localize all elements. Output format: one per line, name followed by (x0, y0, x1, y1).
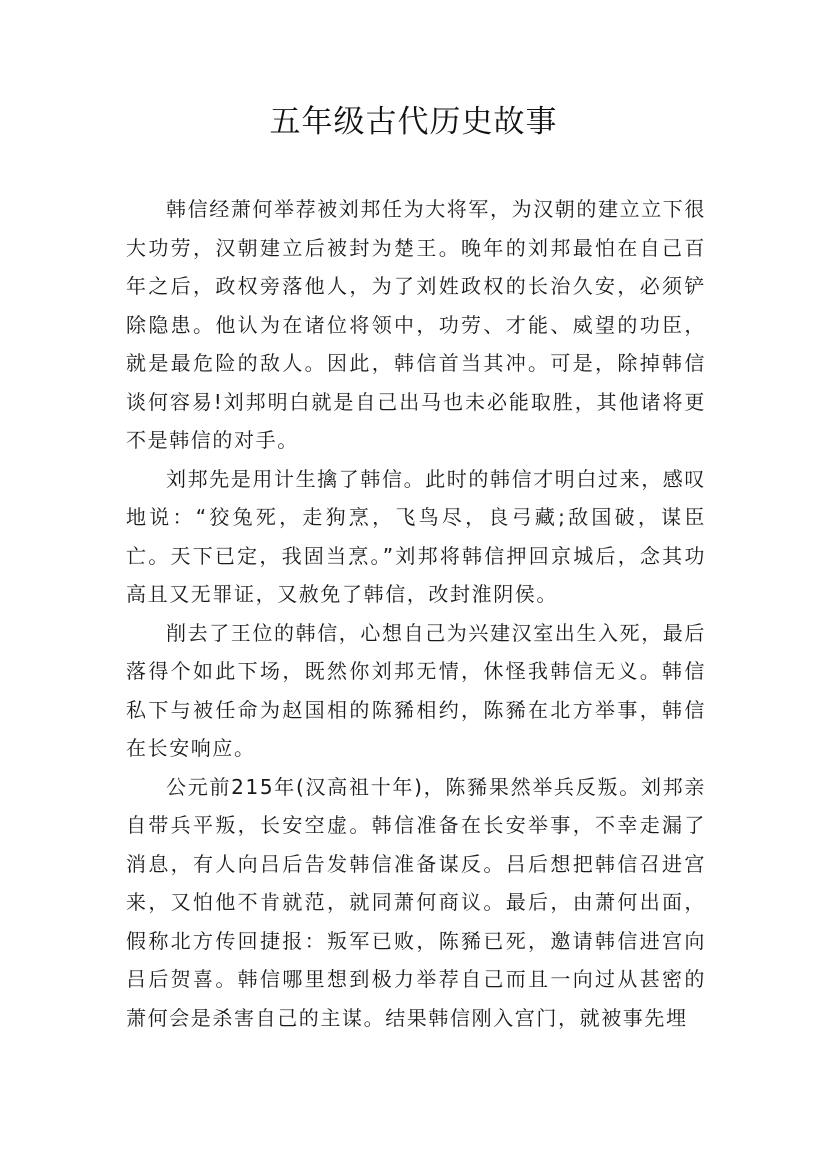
document-body (126, 190, 706, 1037)
paragraph: 削去了王位的韩信，心想自己为兴建汉室出生入死，最后落得个如此下场，既然你刘邦无情，休怪我韩信无义。韩信私下与被任命为赵国相的陈豨相约，陈豨在北方举事，韩信在长安响应。 (126, 620, 706, 760)
paragraph: 韩信经萧何举荐被刘邦任为大将军，为汉朝的建立立下很大功劳，汉朝建立后被封为楚王。晚年的刘邦最怕在自己百年之后，政权旁落他人，为了刘姓政权的长治久安，必须铲除隐患。他认为在诸位将领中，功劳、才能、威望的功臣，就是最危险的敌人。因此，韩信首当其冲。可是，除掉韩信谈何容易!刘邦明白就是自己出马也未必能取胜，其他诸将更不是韩信的对手。 (126, 197, 706, 452)
paragraph: 刘邦先是用计生擒了韩信。此时的韩信才明白过来，感叹地说：“狡兔死，走狗烹，飞鸟尽，良弓藏;敌国破，谋臣亡。天下已定，我固当烹。”刘邦将韩信押回京城后，念其功高且又无罪证，又赦免了韩信，改封淮阴侯。 (126, 466, 706, 606)
paragraph: 公元前215年(汉高祖十年)，陈豨果然举兵反叛。刘邦亲自带兵平叛，长安空虚。韩信准备在长安举事，不幸走漏了消息，有人向吕后告发韩信准备谋反。吕后想把韩信召进宫来，又怕他不肯就范，就同萧何商议。最后，由萧何出面，假称北方传回捷报：叛军已败，陈豨已死，邀请韩信进宫向吕后贺喜。韩信哪里想到极力举荐自己而且一向过从甚密的萧何会是杀害自己的主谋。结果韩信刚入宫门，就被事先埋 (126, 774, 706, 1030)
document-title: 五年级古代历史故事 (269, 104, 558, 140)
